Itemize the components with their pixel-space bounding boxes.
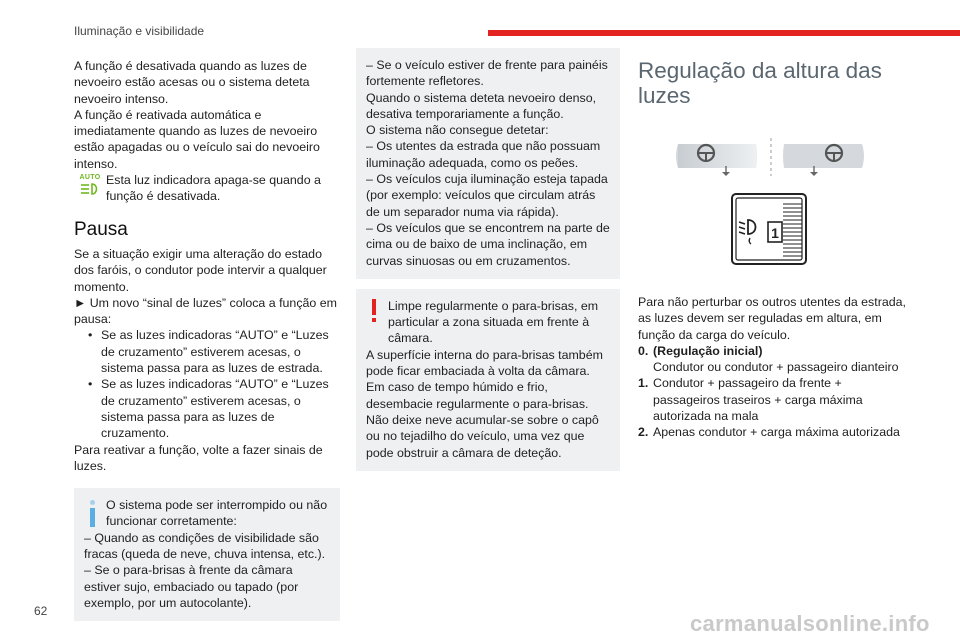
column-middle xyxy=(356,58,620,471)
note-text: – Se o para-brisas à frente da câmara estiver sujo, embaciado ou tapado (por exemplo, por um autocolante). xyxy=(84,563,299,610)
paragraph: A função é reativada automática e imediatamente quando as luzes de nevoeiro estão apagadas ou o veículo sai do nevoeiro intenso. xyxy=(74,107,320,171)
note-text: – Se o veículo estiver de frente para painéis fortemente refletores. xyxy=(366,58,608,89)
note-text: A superfície interna do para-brisas também pode ficar embaciada à volta da câmara. Em caso de tempo húmido e frio, desembacie regularmente o para-brisas. xyxy=(366,347,603,411)
auto-indicator-text: Esta luz indicadora apaga-se quando a função é desativada. xyxy=(106,173,321,204)
info-icon xyxy=(84,497,106,529)
note-text: – Os utentes da estrada que não possuam iluminação adequada, como os peões. xyxy=(366,139,601,170)
header-section-title: Iluminação e visibilidade xyxy=(74,24,205,38)
note-text: O sistema não consegue detetar: xyxy=(366,123,549,138)
headlamp-diagram xyxy=(638,138,910,288)
note-text: O sistema pode ser interrompido ou não funcionar corretamente: xyxy=(106,498,328,529)
column-left xyxy=(74,58,340,621)
watermark: carmanualsonline.info xyxy=(690,611,930,636)
paragraph: A função é desativada quando as luzes de nevoeiro estão acesas ou o sistema deteta nevoeiro intenso. xyxy=(74,59,310,106)
note-text: – Quando as condições de visibilidade são fracas (queda de neve, chuva intensa, etc.). xyxy=(84,530,326,562)
paragraph: Para reativar a função, volte a fazer sinais de luzes. xyxy=(74,442,323,473)
paragraph: Se a situação exigir uma alteração do estado dos faróis, o condutor pode intervir a qualquer momento. xyxy=(74,246,327,294)
note-text: Limpe regularmente o para-brisas, em particular a zona situada em frente à câmara. xyxy=(388,298,599,346)
list-item: 1. Condutor + passageiro da frente + passageiros traseiros + carga máxima autorizada na mala xyxy=(638,376,863,424)
header-accent-bar xyxy=(488,30,960,36)
info-note-box-continued xyxy=(356,48,620,279)
list-item: • Se as luzes indicadoras “AUTO” e “Luzes de cruzamento” estiverem acesas, o sistema passa para as luzes de estrada. xyxy=(88,328,329,376)
warning-note-box xyxy=(356,289,620,471)
note-text: – Os veículos que se encontrem na parte de cima ou de baixo de uma inclinação, em curvas sinuosas ou em cruzamentos. xyxy=(366,220,610,268)
auto-headlamp-icon: AUTO xyxy=(74,172,106,196)
section-heading-regulacao: Regulação da altura das luzes xyxy=(638,58,882,108)
auto-indicator-row xyxy=(74,172,340,205)
list-item: 0. (Regulação inicial) Condutor ou condutor + passageiro dianteiro xyxy=(638,343,899,375)
paragraph: ► Um novo “sinal de luzes” coloca a função em pausa: xyxy=(74,295,337,327)
steering-wheel-icon xyxy=(783,144,864,176)
page-number: 62 xyxy=(34,604,48,618)
note-text: Quando o sistema deteta nevoeiro denso, desativa temporariamente a função. xyxy=(366,90,597,121)
paragraph: Para não perturbar os outros utentes da estrada, as luzes devem ser reguladas em altura, em função da carga do veículo. xyxy=(638,295,906,342)
list-item: 2. Apenas condutor + carga máxima autorizada xyxy=(638,425,900,440)
thumbwheel-value: 1 xyxy=(771,225,779,241)
warning-icon xyxy=(366,298,388,330)
section-heading-pausa: Pausa xyxy=(74,218,128,240)
steering-wheel-icon xyxy=(676,144,757,176)
headlamp-adjustment-figure xyxy=(638,138,910,288)
headlamp-level-icon xyxy=(732,194,806,264)
note-text: Não deixe neve acumular-se sobre o capô ou no tejadilho do veículo, uma vez que pode obstruir a câmara de deteção. xyxy=(366,412,599,460)
note-text: – Os veículos cuja iluminação esteja tapada (por exemplo: veículos que circulam atrás de um separador numa via rápida). xyxy=(366,172,608,219)
info-note-box xyxy=(74,488,340,621)
list-item: • Se as luzes indicadoras “AUTO” e “Luzes de cruzamento” estiverem acesas, o sistema passa para as luzes de cruzamento. xyxy=(88,377,329,441)
column-right xyxy=(638,58,910,441)
